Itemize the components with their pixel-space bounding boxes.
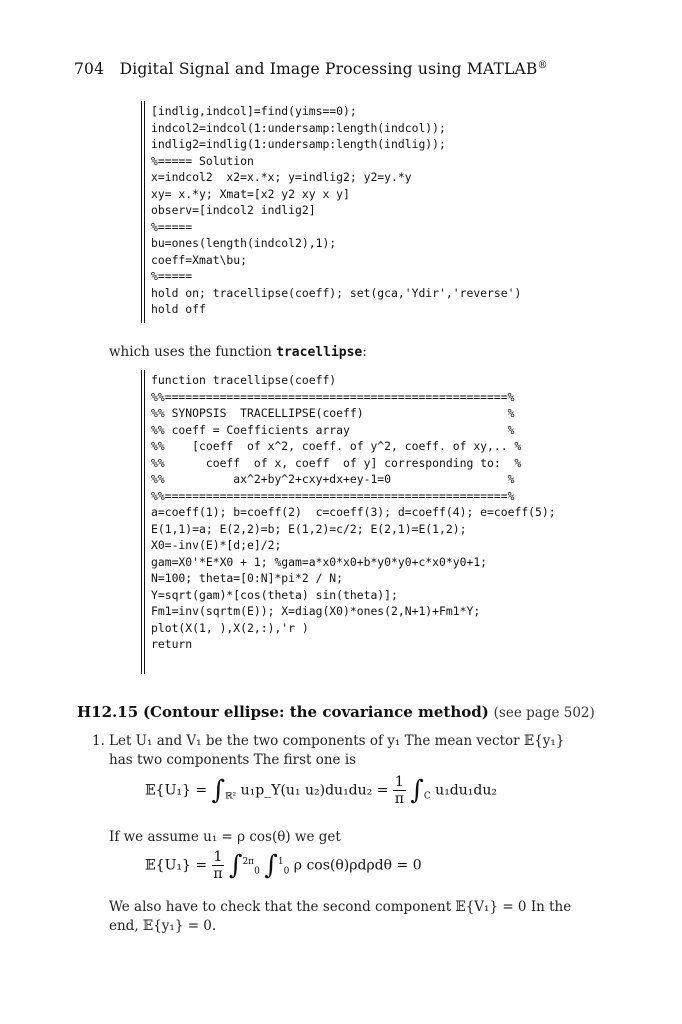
code-line: %=====	[151, 219, 193, 234]
code-line: function tracellipse(coeff)	[151, 373, 337, 387]
running-header	[74, 60, 548, 78]
code-block-2-rule	[141, 370, 145, 674]
equation-1: 𝔼{U₁} = $\int_{ℝ^2}$ u₁p_Y(u₁ u₂)du₁du₂ = $\frac{1}{\pi}$ $\int_C$ u₁du₁du₂	[145, 774, 497, 807]
code-line: observ=[indcol2 indlig2]	[151, 203, 316, 217]
code-line: [indlig,indcol]=find(yims==0);	[151, 104, 357, 118]
paragraph-1-line-1: Let U₁ and V₁ be the two components of y₁ The mean vector 𝔼{y₁}	[109, 733, 565, 749]
code-line: return	[151, 637, 193, 651]
registered-mark: ®	[537, 60, 548, 71]
paragraph-1-line-2: has two components The first one is	[109, 752, 357, 768]
code-block-1-rule	[141, 101, 145, 323]
intro-sentence: which uses the function tracellipse:	[109, 344, 367, 360]
code-line: %% ax^2+by^2+cxy+dx+ey-1=0 %	[151, 472, 515, 486]
section-reference: (see page 502)	[493, 705, 595, 721]
fraction: $\frac{1}{\pi}$	[213, 849, 223, 882]
item-number: 1.	[92, 733, 105, 749]
code-line: %% coeff of x, coeff of y] corresponding to: %	[151, 455, 522, 470]
code-line: hold off	[151, 302, 206, 316]
code-line: bu=ones(length(indcol2),1);	[151, 236, 337, 250]
code-line: coeff=Xmat\bu;	[151, 252, 248, 267]
paragraph-3-line-1: We also have to check that the second component 𝔼{V₁} = 0 In the	[109, 899, 572, 915]
running-title: Digital Signal and Image Processing using MATLAB	[119, 60, 538, 78]
code-line: indlig2=indlig(1:undersamp:length(indlig));	[151, 137, 446, 151]
paragraph-3-line-2: end, 𝔼{y₁} = 0.	[109, 918, 217, 934]
code-block-1	[151, 103, 521, 318]
code-line: hold on; tracellipse(coeff); set(gca,'Ydir','reverse')	[151, 285, 522, 300]
section-heading	[77, 703, 595, 721]
section-title: (Contour ellipse: the covariance method)	[142, 703, 489, 721]
paragraph-2: If we assume u₁ = ρ cos(θ) we get	[109, 829, 341, 845]
integral-sign: ∫	[264, 850, 278, 881]
code-line: Y=sqrt(gam)*[cos(theta) sin(theta)];	[151, 587, 398, 602]
code-line: plot(X(1, ),X(2,:),'r )	[151, 620, 309, 635]
code-line: x=indcol2 x2=x.*x; y=indlig2; y2=y.*y	[151, 170, 412, 184]
integral-sign: ∫	[211, 775, 226, 806]
code-line: %%==================================================%	[151, 389, 515, 404]
fraction: $\frac{1}{\pi}$	[394, 774, 404, 807]
code-line: %% SYNOPSIS TRACELLIPSE(coeff) %	[151, 406, 515, 420]
code-line: Fm1=inv(sqrtm(E)); X=diag(X0)*ones(2,N+1)+Fm1*Y;	[151, 604, 481, 618]
code-line: %===== Solution	[151, 153, 254, 168]
code-line: X0=-inv(E)*[d;e]/2;	[151, 538, 282, 552]
code-line: E(1,1)=a; E(2,2)=b; E(1,2)=c/2; E(2,1)=E(1,2);	[151, 521, 467, 536]
code-line: gam=X0'*E*X0 + 1; %gam=a*x0*x0+b*y0*y0+c*x0*y0+1;	[151, 554, 488, 569]
code-line: xy= x.*y; Xmat=[x2 y2 xy x y]	[151, 186, 350, 201]
integral-sign: ∫	[410, 775, 424, 806]
code-line: %=====	[151, 269, 193, 283]
code-line: %%==================================================%	[151, 488, 515, 503]
code-line: N=100; theta=[0:N]*pi*2 / N;	[151, 571, 344, 585]
code-line: a=coeff(1); b=coeff(2) c=coeff(3); d=coeff(4); e=coeff(5);	[151, 505, 556, 519]
section-number: H12.15	[77, 703, 139, 721]
equation-2: 𝔼{U₁} = $\frac{1}{\pi}$ ∫$^{2\pi}_0$ ∫$^1_0$ ρ cos(θ)ρdρdθ = 0	[145, 849, 422, 882]
code-block-2	[151, 372, 556, 653]
code-line: %% coeff = Coefficients array %	[151, 422, 515, 437]
integral-sign: ∫	[228, 850, 243, 881]
function-name: tracellipse	[276, 345, 363, 360]
code-line: indcol2=indcol(1:undersamp:length(indcol));	[151, 120, 446, 135]
code-line: %% [coeff of x^2, coeff. of y^2, coeff. of xy,.. %	[151, 439, 522, 453]
page-number: 704	[74, 60, 105, 78]
